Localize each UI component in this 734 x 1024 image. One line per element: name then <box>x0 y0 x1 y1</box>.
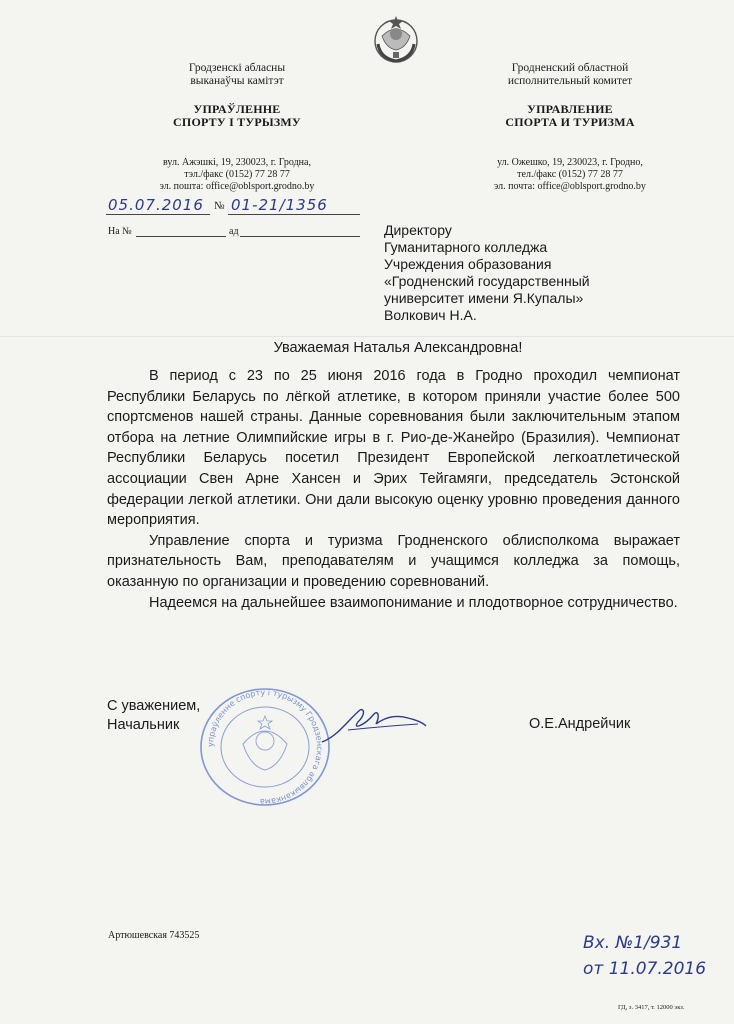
state-emblem-icon <box>372 14 420 64</box>
addressee-line: университет имени Я.Купалы» <box>384 290 584 306</box>
body-paragraph: Надеемся на дальнейшее взаимопонимание и плодотворное сотрудничество. <box>149 594 678 611</box>
email-line: эл. пошта: office@oblsport.grodno.by <box>159 181 315 192</box>
org-line: выканаўчы камітэт <box>190 75 284 87</box>
addressee-line: Гуманитарного колледжа <box>384 239 548 255</box>
ref-date-label: ад <box>229 226 239 237</box>
department-name: УПРАЎЛЕННЕ <box>193 102 281 116</box>
letter-body <box>107 366 680 613</box>
date-underline <box>106 214 210 215</box>
org-line: Гродненский областной <box>511 62 629 74</box>
registration-date: 05.07.2016 <box>108 196 204 214</box>
addressee-line: Директору <box>384 222 452 238</box>
org-line: Гродзенскі абласны <box>188 62 286 74</box>
address-line: вул. Ажэшкі, 19, 230023, г. Гродна, <box>163 157 311 168</box>
header-right <box>450 62 690 193</box>
incoming-number: Вх. №1/931 <box>583 933 683 953</box>
signature-block <box>107 697 200 735</box>
department-name: УПРАВЛЕНИЕ <box>527 102 613 116</box>
phone-line: тел./факс (0152) 77 28 77 <box>517 169 623 180</box>
phone-line: тэл./факс (0152) 77 28 77 <box>184 169 290 180</box>
incoming-registration <box>583 930 706 982</box>
addressee-line: Учреждения образования <box>384 256 552 272</box>
number-underline <box>228 214 360 215</box>
body-paragraph: Управление спорта и туризма Гродненского облисполкома выражает признательность Вам, преподавателям и учащимся колледжа за помощь, оказанную по организации и проведению соревнований. <box>107 532 680 590</box>
body-paragraph: В период с 23 по 25 июня 2016 года в Гродно проходил чемпионат Республики Беларусь по лёгкой атлетике, в котором приняли участие более 500 спортсменов нашей страны. Данные соревнования были заключительным этапом отбора на летние Олимпийские игры в г. Рио-де-Жанейро (Бразилия). Чемпионат Республики Беларусь посетил Президент Европейской легкоатлетической ассоциации Свен Арне Хансен и Эрих Тейгамяги, председатель Эстонской федерации легкой атлетики. Они дали высокую оценку уровню проведения данного мероприятия. <box>107 368 680 529</box>
closing-text: С уважением, <box>107 698 201 714</box>
page-fold-line <box>0 336 734 337</box>
header-left <box>112 62 362 193</box>
ref-number-underline <box>136 236 226 237</box>
svg-text:упраўленне спорту і турызму Гр <box>206 688 324 806</box>
signer-name: О.Е.Андрейчик <box>529 716 631 732</box>
executor-info: Артюшевская 743525 <box>108 930 200 941</box>
address-line: ул. Ожешко, 19, 230023, г. Гродно, <box>497 157 643 168</box>
number-sign: № <box>214 200 225 212</box>
greeting: Уважаемая Наталья Александровна! <box>273 340 523 356</box>
registration-number: 01-21/1356 <box>231 196 328 214</box>
incoming-date: от 11.07.2016 <box>583 959 707 979</box>
ref-date-underline <box>240 236 360 237</box>
addressee-line: «Гродненский государственный <box>384 273 590 289</box>
org-line: исполнительный комитет <box>507 75 633 87</box>
email-line: эл. почта: office@oblsport.grodno.by <box>494 181 646 192</box>
official-stamp-icon <box>198 686 332 808</box>
department-name: СПОРТА И ТУРИЗМА <box>505 115 635 129</box>
position-title: Начальник <box>107 717 180 733</box>
handwritten-signature-icon <box>318 700 428 750</box>
stamp-text: упраўленне спорту і турызму Гродзенскага аблвыканкама <box>205 687 325 807</box>
print-info: ГД, з. 3417, т. 12000 экз. <box>618 1004 685 1011</box>
ref-number-label: На № <box>108 226 132 237</box>
department-name: СПОРТУ І ТУРЫЗМУ <box>173 115 301 129</box>
addressee-name: Волкович Н.А. <box>384 307 477 323</box>
addressee-block <box>384 222 590 324</box>
